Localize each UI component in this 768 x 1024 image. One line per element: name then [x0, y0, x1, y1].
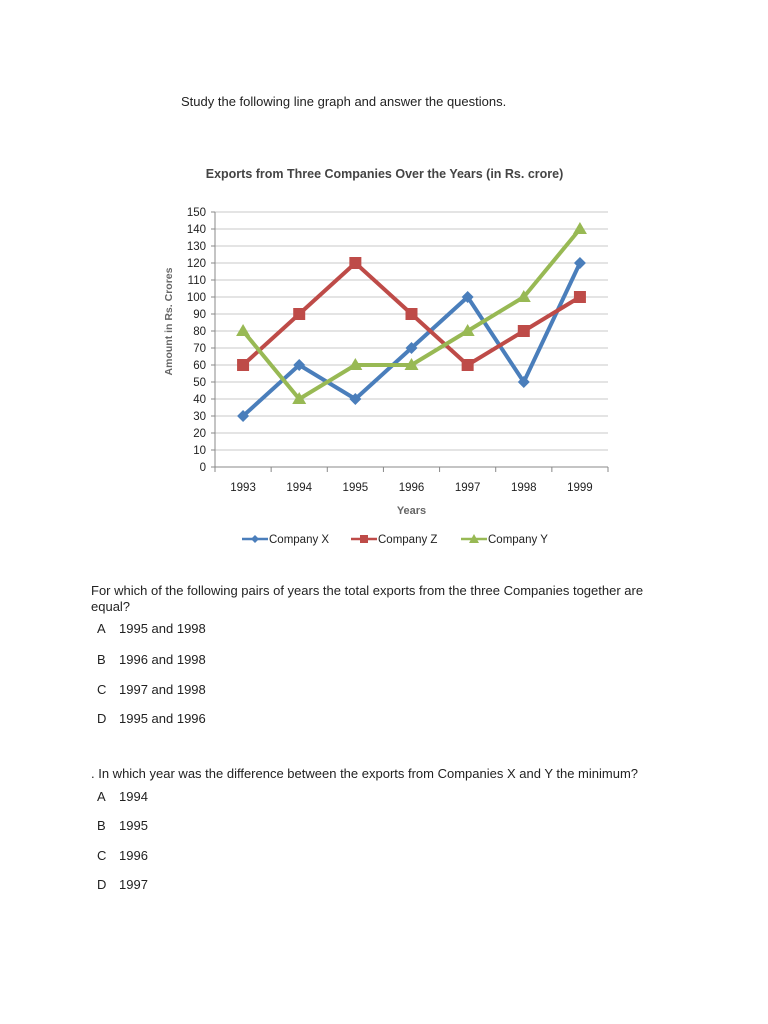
question-2: . In which year was the difference between the exports from Companies X and Y the minimum?	[91, 766, 639, 781]
y-tick-label: 60	[193, 360, 206, 372]
x-axis-title: Years	[396, 505, 427, 517]
data-point-company-z	[574, 291, 586, 303]
legend-label-company-z: Company Z	[378, 534, 438, 546]
x-tick-label: 1993	[230, 482, 256, 494]
option-letter: B	[97, 818, 106, 833]
option-text: 1995	[119, 818, 148, 833]
data-point-company-y	[573, 222, 587, 234]
data-point-company-z	[349, 257, 361, 269]
option-letter: A	[97, 621, 106, 636]
y-tick-label: 120	[186, 258, 206, 270]
data-point-company-z	[462, 359, 474, 371]
y-axis-title: Amount in Rs. Crores	[163, 267, 175, 376]
data-point-company-z	[406, 308, 418, 320]
option-letter: D	[97, 711, 107, 726]
option-text: 1997 and 1998	[119, 682, 206, 697]
y-tick-label: 0	[199, 462, 206, 474]
y-tick-label: 80	[193, 326, 206, 338]
data-point-company-z	[237, 359, 249, 371]
question-2-option-d[interactable]	[97, 877, 148, 892]
option-text: 1997	[119, 877, 148, 892]
y-tick-label: 140	[186, 224, 206, 236]
data-point-company-z	[293, 308, 305, 320]
option-text: 1996 and 1998	[119, 652, 206, 667]
question-1-option-d[interactable]	[97, 711, 206, 726]
option-text: 1995 and 1996	[119, 711, 206, 726]
legend-label-company-x: Company X	[269, 534, 330, 546]
legend-marker-company-z	[360, 535, 368, 543]
x-tick-label: 1995	[342, 482, 369, 494]
y-tick-label: 30	[193, 411, 206, 423]
y-tick-label: 50	[193, 377, 206, 389]
data-point-company-x	[574, 257, 586, 269]
y-tick-label: 130	[186, 241, 206, 253]
data-point-company-y	[236, 324, 250, 336]
intro-text: Study the following line graph and answer the questions.	[181, 94, 507, 109]
question-1-option-b[interactable]	[97, 652, 206, 667]
option-letter: A	[97, 789, 106, 804]
question-2-option-a[interactable]	[97, 789, 148, 804]
question-1-option-a[interactable]	[97, 621, 206, 636]
y-tick-label: 150	[186, 207, 206, 219]
option-letter: C	[97, 682, 107, 697]
legend-marker-company-x	[251, 535, 259, 543]
y-tick-label: 10	[193, 445, 206, 457]
y-tick-label: 90	[193, 309, 206, 321]
y-tick-label: 20	[193, 428, 206, 440]
question-1-option-c[interactable]	[97, 682, 206, 697]
option-text: 1996	[119, 848, 148, 863]
x-tick-label: 1997	[454, 482, 481, 494]
option-letter: C	[97, 848, 107, 863]
legend-label-company-y: Company Y	[488, 534, 548, 546]
option-text: 1994	[119, 789, 148, 804]
chart-title: Exports from Three Companies Over the Years (in Rs. crore)	[205, 167, 564, 181]
x-tick-label: 1998	[510, 482, 537, 494]
question-1: For which of the following pairs of years the total exports from the three Companies together are equal?	[91, 583, 644, 614]
x-tick-label: 1999	[567, 482, 593, 494]
y-tick-label: 70	[193, 343, 206, 355]
y-tick-label: 100	[186, 292, 206, 304]
y-tick-label: 40	[193, 394, 206, 406]
y-tick-label: 110	[187, 275, 206, 287]
option-letter: B	[97, 652, 106, 667]
question-2-option-b[interactable]	[97, 818, 148, 833]
data-point-company-z	[518, 325, 530, 337]
x-tick-label: 1996	[398, 482, 425, 494]
option-text: 1995 and 1998	[119, 621, 206, 636]
x-tick-label: 1994	[286, 482, 313, 494]
option-letter: D	[97, 877, 107, 892]
question-2-option-c[interactable]	[97, 848, 148, 863]
